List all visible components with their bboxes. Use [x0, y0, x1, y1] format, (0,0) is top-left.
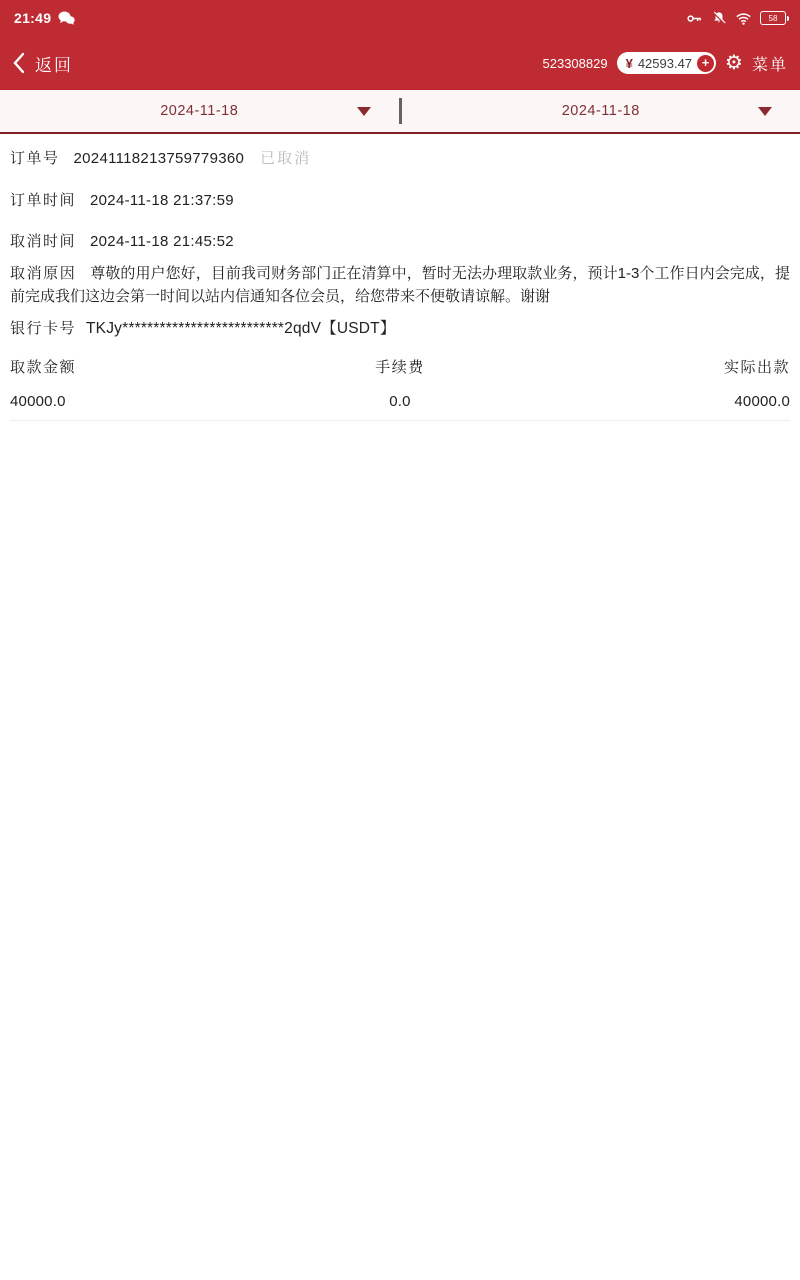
wifi-icon	[735, 11, 752, 26]
order-time-label: 订单时间	[10, 192, 77, 209]
cancel-reason-text: 尊敬的用户您好，目前我司财务部门正在清算中，暂时无法办理取款业务，预计1-3个工作日内会完成，提前完成我们这边会第一时间以站内信通知各位会员，给您带来不便敬请谅解。谢谢	[10, 265, 790, 305]
bank-card-row	[10, 316, 790, 338]
cancel-reason-label: 取消原因	[10, 265, 77, 282]
date-filter-bar	[0, 90, 800, 134]
order-number-value: 20241118213759779360	[73, 150, 245, 167]
end-date-select[interactable]	[402, 90, 800, 132]
bank-card-label: 银行卡号	[10, 320, 77, 337]
cancel-reason-row	[10, 263, 790, 308]
currency-symbol: ¥	[625, 55, 633, 71]
withdraw-amount-value: 40000.0	[10, 393, 66, 410]
start-date-value: 2024-11-18	[160, 103, 239, 119]
cancel-time-row	[10, 230, 790, 251]
clock-time: 21:49	[14, 10, 52, 26]
key-icon	[686, 10, 703, 27]
battery-icon	[760, 11, 786, 25]
user-id: 523308829	[542, 55, 608, 71]
end-date-value: 2024-11-18	[561, 103, 640, 119]
bank-card-value: TKJy**************************2qdV【USDT】	[86, 320, 396, 337]
refresh-balance-button[interactable]: +	[697, 55, 714, 72]
cancel-time-value: 2024-11-18 21:45:52	[90, 233, 234, 250]
amount-table	[10, 356, 790, 421]
order-time-row	[10, 189, 790, 210]
start-date-select[interactable]	[0, 90, 399, 132]
balance-amount: 42593.47	[637, 55, 693, 71]
amount-table-header	[10, 356, 790, 377]
fee-header: 手续费	[375, 359, 425, 376]
battery-percent: 58	[768, 13, 778, 23]
back-button[interactable]	[12, 51, 73, 76]
status-badge: 已取消	[260, 150, 312, 167]
nav-bar	[0, 36, 800, 90]
order-time-value: 2024-11-18 21:37:59	[90, 192, 234, 209]
table-bottom-divider	[10, 420, 790, 421]
wechat-icon	[58, 11, 75, 25]
chevron-down-icon	[758, 107, 772, 116]
order-number-row	[10, 147, 790, 168]
chevron-down-icon	[357, 107, 371, 116]
back-label: 返回	[35, 55, 73, 75]
bell-muted-icon	[711, 10, 727, 26]
menu-button[interactable]: 菜单	[751, 56, 788, 74]
actual-payout-header: 实际出款	[723, 359, 790, 376]
balance-pill[interactable]	[617, 52, 716, 74]
cancel-time-label: 取消时间	[10, 233, 77, 250]
fee-value: 0.0	[389, 393, 411, 410]
actual-payout-value: 40000.0	[734, 393, 790, 410]
settings-gear-icon[interactable]: ⚙	[725, 52, 743, 74]
withdraw-amount-header: 取款金额	[10, 359, 77, 376]
amount-table-values	[10, 393, 790, 410]
chevron-left-icon	[12, 52, 25, 74]
status-bar	[0, 0, 800, 36]
order-number-label: 订单号	[10, 150, 60, 167]
order-detail	[0, 147, 800, 421]
